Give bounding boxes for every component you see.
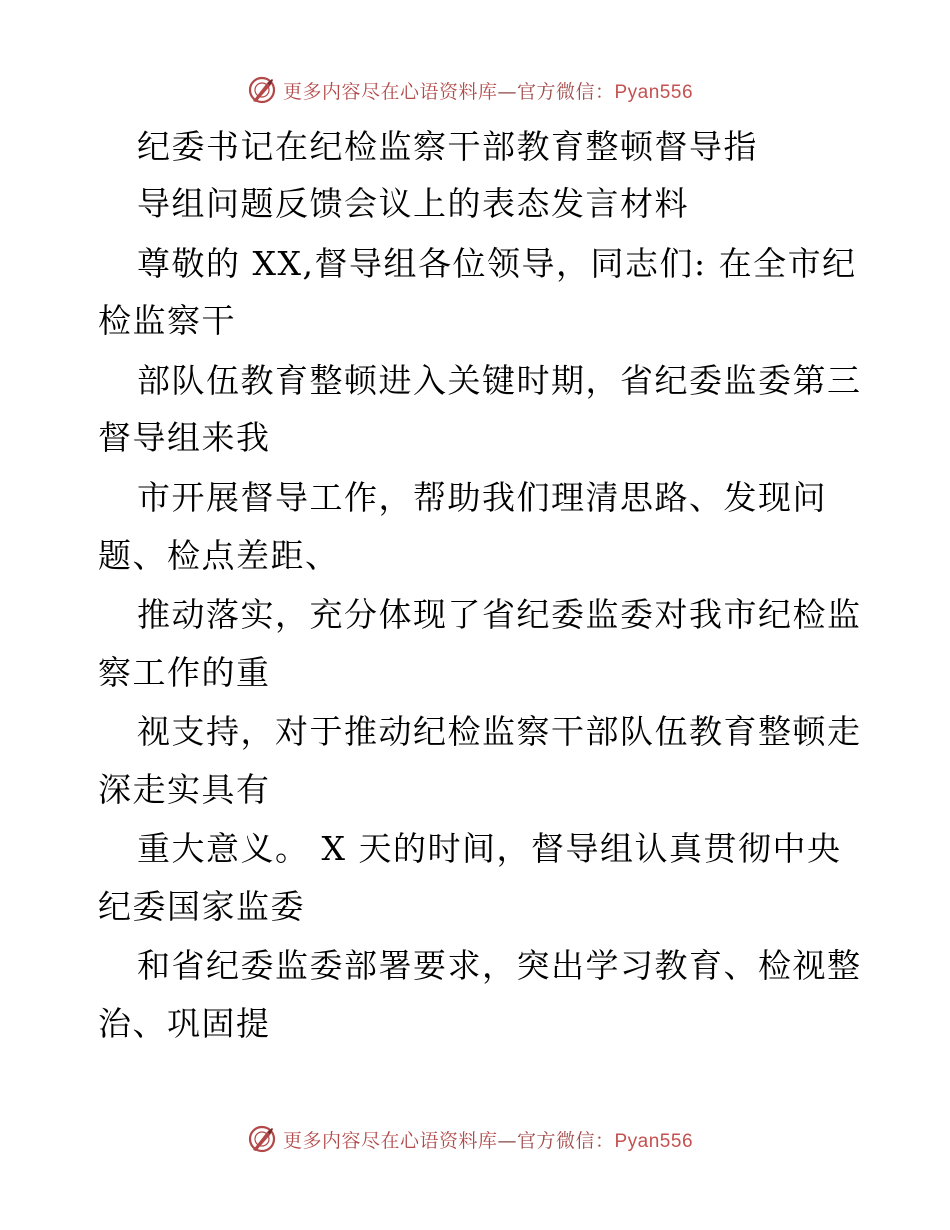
document-line: 察工作的重 [98,653,271,692]
banner-account: Pyan556 [614,1130,694,1152]
document-line: 题、检点差距、 [98,536,340,575]
document-line: 导组问题反馈会议上的表态发言材料 [137,184,689,223]
banner-wechat-label: 官方微信： [516,80,615,103]
banner-site-text: 更多内容尽在心语资料库 [282,1129,498,1152]
document-line: 部队伍教育整顿进入关键时期，省纪委监委第三 [137,361,862,400]
document-line: 视支持，对于推动纪检监察干部队伍教育整顿走 [137,712,862,751]
document-line: 尊敬的 XX,督导组各位领导，同志们: 在全市纪 [137,244,857,283]
document-line: 推动落实，充分体现了省纪委监委对我市纪检监 [137,595,862,634]
header-banner [0,70,950,110]
banner-wechat-label: 官方微信： [516,1129,615,1152]
footer-banner [0,1119,950,1159]
banner-text [283,1126,693,1153]
document-line: 和省纪委监委部署要求，突出学习教育、检视整 [137,946,862,985]
document-line: 督导组来我 [98,418,271,457]
document-line: 治、巩固提 [98,1004,271,1043]
document-line: 纪委国家监委 [98,887,305,926]
document-line: 检监察干 [98,301,236,340]
banner-text [283,77,693,104]
banner-site-text: 更多内容尽在心语资料库 [282,80,498,103]
banner-account: Pyan556 [614,81,694,103]
document-line: 重大意义。 X 天的时间，督导组认真贯彻中央 [137,829,842,868]
document-line: 深走实具有 [98,770,271,809]
banner-dash: — [497,1129,517,1152]
quill-pen-icon [247,75,277,105]
quill-pen-icon [247,1124,277,1154]
document-line: 市开展督导工作，帮助我们理清思路、发现问 [137,478,827,517]
banner-dash: — [497,80,517,103]
document-line: 纪委书记在纪检监察干部教育整顿督导指 [137,127,758,166]
